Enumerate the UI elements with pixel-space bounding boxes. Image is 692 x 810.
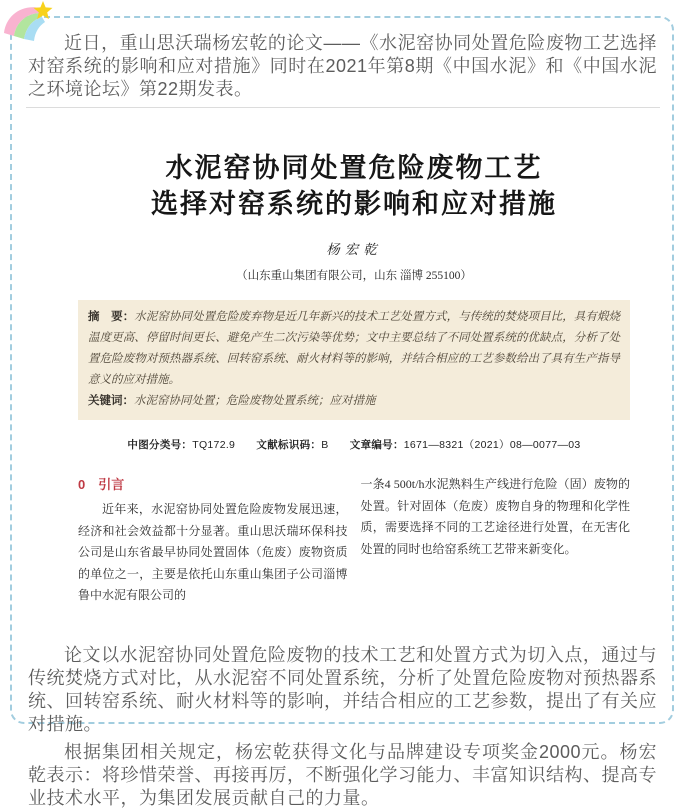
column-left [78, 474, 348, 607]
paper-title-line1: 水泥窑协同处置危险废物工艺 [165, 153, 543, 183]
article-id-item [350, 439, 581, 451]
keywords-label: 关键词： [88, 395, 134, 407]
doc-code-item [256, 439, 328, 451]
article-id-label: 文章编号： [349, 439, 404, 451]
paper-title [78, 150, 630, 222]
clc-label: 中图分类号： [127, 439, 193, 451]
award-paragraph: 根据集团相关规定，杨宏乾获得文化与品牌建设专项奖金2000元。杨宏乾表示：将珍惜荣誉、再接再厉，不断强化学习能力、丰富知识结构、提高专业技术水平，为集团发展贡献自己的力量。 [28, 741, 657, 808]
dashed-frame [10, 16, 674, 808]
column-right [361, 474, 631, 607]
column-right-text: 一条4 500t/h水泥熟料生产线进行危险（固）废物的处置。针对固体（危废）废物自身的物理和化学性质，需要选择不同的工艺途径进行处置，在无害化处置的同时也给窑系统工艺带来新变化。 [360, 477, 630, 556]
two-column-section [78, 474, 630, 607]
divider-line [26, 107, 660, 108]
abstract-text: 水泥窑协同处置危险废弃物是近几年新兴的技术工艺处置方式，与传统的焚烧项目比，具有煅烧温度更高、停留时间更长、避免产生二次污染等优势；文中主要总结了不同处置系统的优缺点，分析了处置危险废物对预热器系统、回转窑系统、耐火材料等的影响，并结合相应的工艺参数给出了具有生产指导意义的应对措施。 [88, 311, 621, 386]
doc-code-label: 文献标识码： [256, 439, 322, 451]
abstract-paragraph [88, 307, 620, 391]
article-id-value: 1671—8321（2021）08—0077—03 [403, 439, 581, 451]
classification-line [78, 437, 630, 452]
paper-title-line2: 选择对窑系统的影响和应对措施 [151, 189, 557, 219]
clc-item [127, 439, 235, 451]
paper-author: 杨宏乾 [326, 242, 382, 257]
abstract-box [78, 300, 630, 420]
abstract-label: 摘 要： [88, 311, 135, 323]
column-left-text: 近年来，水泥窑协同处置危险废物发展迅速，经济和社会效益都十分显著。重山思沃瑞环保科技公司是山东省最早协同处置固体（危废）废物资质的单位之一，主要是依托山东重山集团子公司淄博鲁中水泥有限公司的 [78, 502, 348, 602]
paper-image [78, 150, 630, 607]
keywords-text: 水泥窑协同处置；危险废物处置系统；应对措施 [134, 395, 376, 407]
intro-paragraph: 近日，重山思沃瑞杨宏乾的论文——《水泥窑协同处置危险废物工艺选择对窑系统的影响和应对措施》同时在2021年第8期《中国水泥》和《中国水泥之环境论坛》第22期发表。 [28, 33, 657, 99]
shooting-star-icon [1, 0, 57, 56]
summary-paragraph: 论文以水泥窑协同处置危险废物的技术工艺和处置方式为切入点，通过与传统焚烧方式对比，从水泥窑不同处置系统，分析了处置危险废物对预热器系统、回转窑系统、耐火材料等的影响，并结合相应的工艺参数，提出了有关应对措施。 [28, 644, 657, 734]
section-heading-intro: 0 引言 [78, 477, 125, 492]
keywords-paragraph [88, 391, 620, 412]
paper-affiliation: （山东重山集团有限公司，山东 淄博 255100） [236, 270, 472, 282]
doc-code-value: B [321, 439, 329, 451]
clc-value: TQ172.9 [192, 439, 236, 451]
